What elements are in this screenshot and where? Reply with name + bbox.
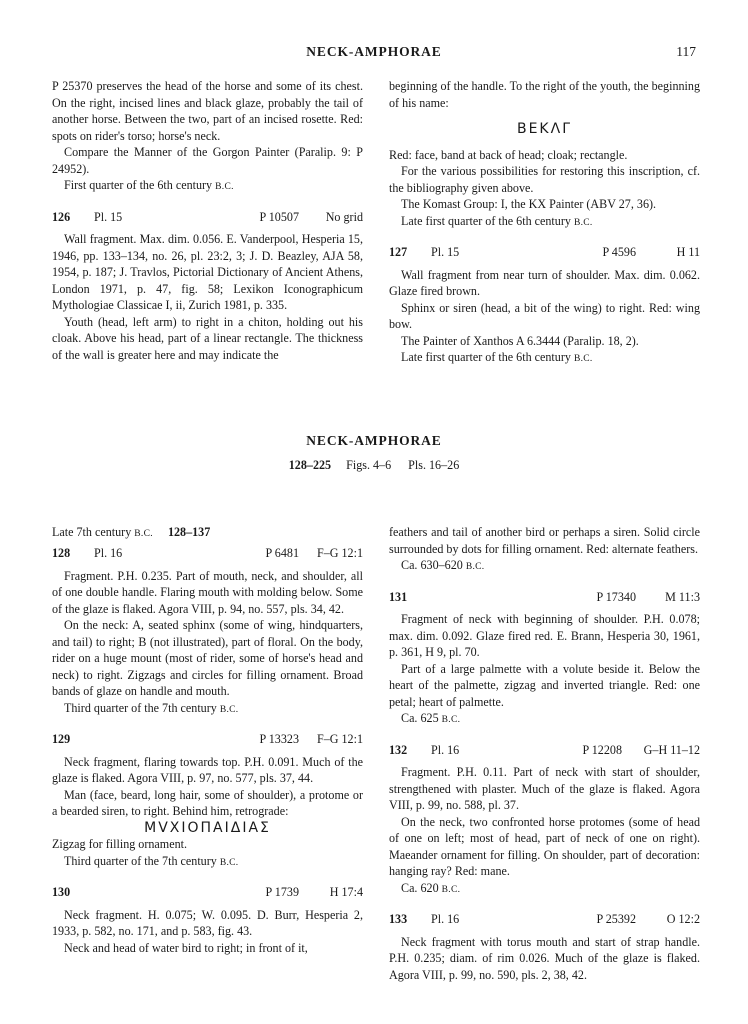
date-line: Third quarter of the 7th century B.C. (64, 700, 239, 715)
inventory-number: P 25392 (596, 912, 636, 926)
entry-number: 127 (389, 245, 408, 259)
entry-header-130 (52, 884, 363, 901)
entry-description: Fragment. P.H. 0.11. Part of neck with start of shoulder, strengthened with plaster. Much of the glaze is flaked. Agora VIII, p. 99, no. 588, pl. 37. (389, 765, 700, 812)
grid-ref: F–G 12:1 (316, 732, 363, 746)
entry-header-132 (389, 742, 700, 759)
running-header-title: NECK-AMPHORAE (306, 44, 442, 59)
plate-ref: Pl. 16 (94, 546, 123, 560)
grid-ref: O 12:2 (666, 912, 700, 926)
inventory-number: P 6481 (265, 546, 299, 560)
entry-description: Part of a large palmette with a volute beside it. Below the heart of the palmette, zigzag and inverted triangle. Red: one petal; heart of palmette. (389, 661, 700, 709)
entry-description: On the neck: A, seated sphinx (some of wing, hindquarters, and tail) to right; B (not illustrated), part of floral. On the body, rider on a huge mount (most of rider, some of horse's head and neck) to right. Zigzags and circles for filling ornament. Broad bands of glaze on handle and mouth. (52, 618, 363, 698)
continued-paragraph: P 25370 preserves the head of the horse and some of its chest. On the right, incised lines and black glaze, probably the tail of another horse. Between the two, part of an incised rosette. Red: spots on rider's torso; horse's neck. (52, 79, 363, 143)
entry-number: 132 (389, 742, 408, 757)
entry-description: Neck and head of water bird to right; in front of it, (64, 940, 308, 955)
comparison-paragraph: Compare the Manner of the Gorgon Painter (Paralip. 9: P 24952). (52, 145, 363, 176)
date-line: Ca. 625 B.C. (401, 711, 461, 725)
entry-description: Youth (head, left arm) to right in a chiton, holding out his cloak. Above his head, part of a linear rectangle. The thickness of the wall is greater here and may indicate the (52, 314, 363, 362)
entry-description: Neck fragment. H. 0.075; W. 0.095. D. Burr, Hesperia 2, 1933, p. 582, no. 171, and p. 583, fig. 43. (52, 907, 363, 938)
entry-header-129 (52, 731, 363, 748)
bottom-right-column (389, 524, 700, 983)
entry-number: 130 (52, 885, 71, 899)
date-line: Late first quarter of the 6th century B.C. (401, 350, 593, 364)
entry-header-128 (52, 545, 363, 562)
plate-ref: Pl. 15 (431, 245, 460, 259)
entry-number: 128 (52, 546, 71, 560)
inscription: ΒΕΚΛΓ (516, 121, 572, 137)
entry-header-126 (52, 209, 363, 226)
plates-ref: Pls. 16–26 (408, 458, 460, 472)
inventory-number: P 4596 (602, 245, 636, 259)
inventory-number: P 12208 (582, 742, 622, 757)
entry-description: For the various possibilities for restoring this inscription, cf. the bibliography given above. (389, 164, 700, 195)
figures-ref: Figs. 4–6 (346, 458, 392, 472)
entry-description: On the neck, two confronted horse protomes (some of head of one on left; most of head, part of neck of one on right). Maeander ornament for filling. On shoulder, part of decoration: hanging ray? Red: mane. (389, 814, 700, 878)
entry-description: Neck fragment with torus mouth and start of strap handle. P.H. 0.235; diam. of rim 0.026. Much of the glaze is flaked. Agora VIII, p. 99, no. 590, pls. 2, 38, 42. (389, 934, 700, 982)
plate-ref: Pl. 15 (94, 209, 123, 224)
date-line: Third quarter of the 7th century B.C. (64, 853, 239, 868)
entry-description: Red: face, band at back of head; cloak; rectangle. (389, 147, 628, 162)
plate-ref: Pl. 16 (431, 742, 460, 757)
entry-number: 129 (52, 732, 71, 746)
grid-ref: H 17:4 (329, 885, 363, 899)
date-line: First quarter of the 6th century B.C. (64, 178, 234, 192)
inventory-number: P 10507 (259, 209, 299, 224)
top-right-column (389, 78, 700, 368)
grid-ref: G–H 11–12 (643, 742, 700, 757)
entry-description: Neck fragment, flaring towards top. P.H. 0.091. Much of the glaze is flaked. Agora VIII, p. 97, no. 577, pls. 37, 44. (52, 754, 363, 785)
date-line: Late first quarter of the 6th century B.C. (401, 213, 593, 228)
catalogue-range: 128–225 (288, 458, 332, 472)
entry-description: Wall fragment. Max. dim. 0.056. E. Vanderpool, Hesperia 15, 1946, pp. 133–134, no. 26, pl. 23:2, 3; J. D. Beazley, AJA 58, 1954, p. 187; J. Travlos, Pictorial Dictionary of Ancient Athens, London 1971, p. 47, fig. 58; Lexikon Iconographicum Mythologiae Classicae I, ii, Zurich 1981, p. 335. (52, 232, 363, 312)
entry-header-133 (389, 911, 700, 928)
inventory-number: P 17340 (596, 589, 636, 604)
entry-number: 126 (52, 209, 71, 224)
grid-ref: No grid (325, 209, 363, 224)
entry-header-131 (389, 589, 700, 606)
date-line: Ca. 630–620 B.C. (401, 558, 485, 572)
grid-ref: H 11 (676, 245, 700, 259)
continued-paragraph: beginning of the handle. To the right of the youth, the beginning of his name: (389, 79, 700, 110)
page-number: 117 (676, 44, 696, 59)
bottom-left-column (52, 537, 363, 956)
entry-description: Sphinx or siren (head, a bit of the wing) to right. Red: wing bow. (389, 300, 700, 331)
entry-header-127 (389, 244, 700, 261)
inscription: ΜVΧΙΟΠΑΙΔΙΑΣ (144, 819, 271, 836)
inventory-number: P 13323 (259, 732, 299, 746)
grid-ref: M 11:3 (665, 589, 700, 604)
section-subtitle (0, 457, 748, 474)
attribution-line: The Painter of Xanthos A 6.3444 (Paralip. 18, 2). (401, 333, 639, 348)
continued-paragraph: feathers and tail of another bird or perhaps a siren. Solid circle surrounded by dots for filling ornament. Red: alternate feathers. (389, 525, 700, 556)
plate-ref: Pl. 16 (431, 912, 460, 926)
entry-number: 133 (389, 912, 408, 926)
grid-ref: F–G 12:1 (316, 546, 363, 560)
entry-description: Fragment. P.H. 0.235. Part of mouth, neck, and shoulder, all of one double handle. Flaring mouth with molding below. Some of the glaze is flaked. Agora VIII, p. 94, no. 557, pls. 34, 42. (52, 568, 363, 616)
entry-description: Wall fragment from near turn of shoulder. Max. dim. 0.062. Glaze fired brown. (389, 267, 700, 298)
attribution-line: The Komast Group: I, the KX Painter (ABV 27, 36). (401, 197, 657, 211)
top-left-column (52, 78, 363, 363)
section-title: NECK-AMPHORAE (306, 433, 442, 448)
entry-description: Man (face, beard, long hair, some of shoulder), a protome or a bearded siren, to right. Behind him, retrograde: (52, 787, 363, 818)
inventory-number: P 1739 (265, 885, 299, 899)
period-heading: Late 7th century B.C. 128–137 (52, 525, 211, 539)
date-line: Ca. 620 B.C. (401, 880, 461, 895)
entry-description: Fragment of neck with beginning of shoulder. P.H. 0.078; max. dim. 0.092. Glaze fired red. E. Brann, Hesperia 30, 1961, p. 361, H 9, pl. 70. (389, 612, 700, 659)
entry-number: 131 (389, 589, 408, 604)
entry-description: Zigzag for filling ornament. (52, 837, 188, 851)
period-range: 128–137 (167, 525, 211, 539)
